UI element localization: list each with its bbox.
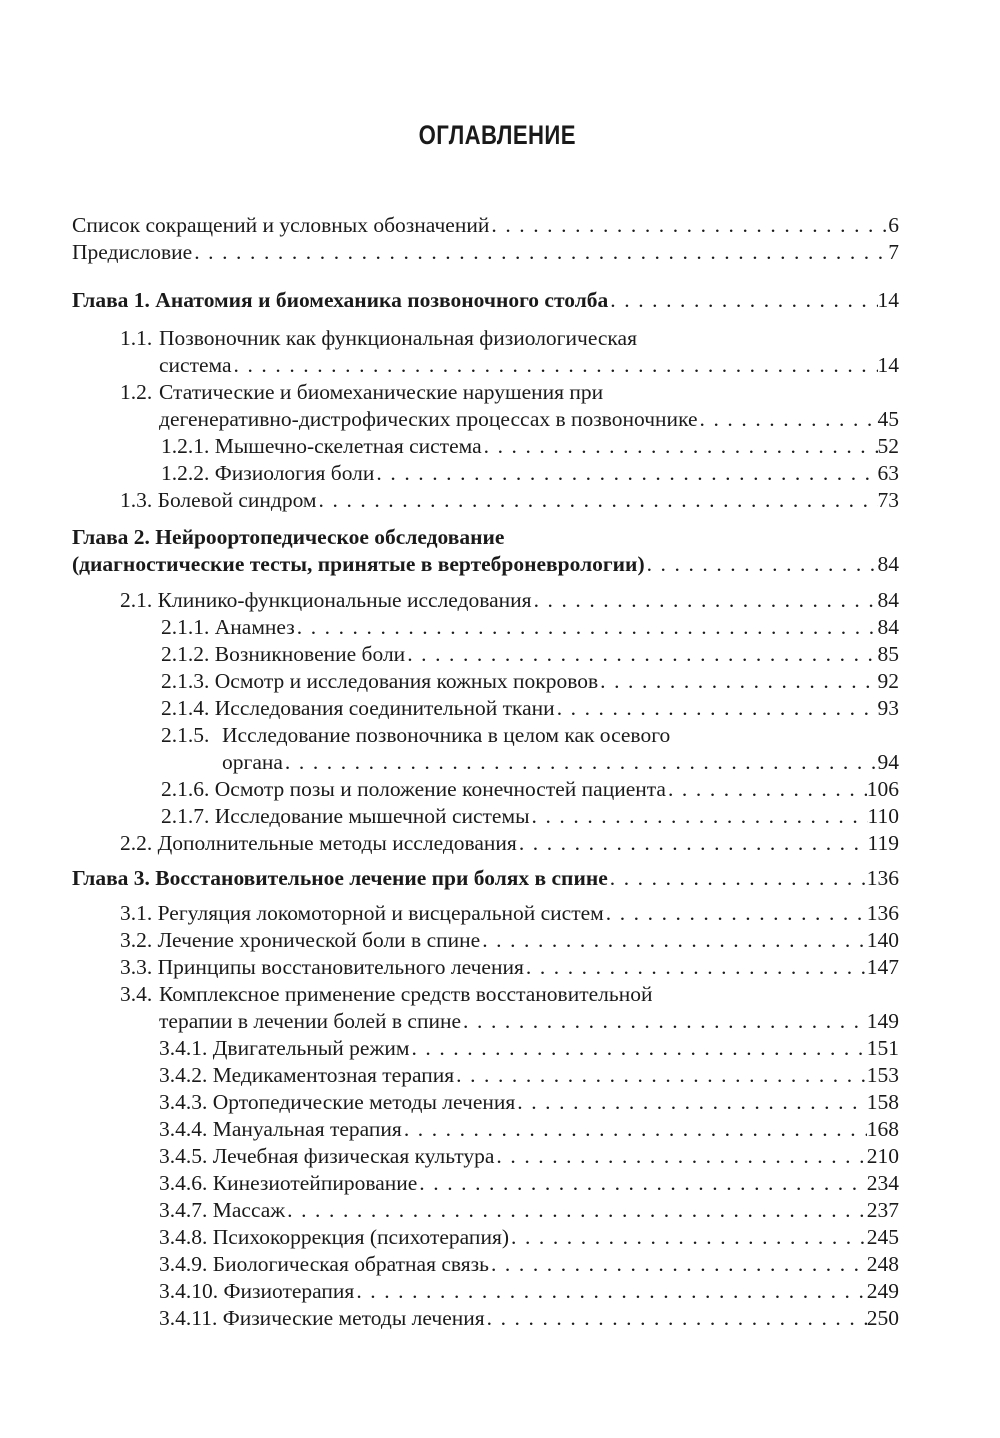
- toc-chapter-entry[interactable]: [0, 285, 1000, 315]
- toc-entry-title: Статические и биомеханические нарушения при: [159, 380, 604, 404]
- toc-entry-title: 3.1. Регуляция локомоторной и висцеральной систем: [120, 901, 604, 925]
- toc-entry-page: 151: [866, 1036, 899, 1060]
- toc-entry-title: 2.1. Клинико-функциональные исследования: [120, 588, 532, 612]
- toc-entry-continuation[interactable]: [0, 350, 1000, 380]
- toc-entry-title-cont: (диагностические тесты, принятые в вертеброневрологии): [72, 552, 645, 576]
- dot-leader: [645, 549, 878, 579]
- dot-leader: [517, 828, 868, 858]
- dot-leader: [354, 1276, 866, 1306]
- toc-entry-page: 149: [866, 1009, 899, 1033]
- toc-entry-title: 3.4.11. Физические методы лечения: [159, 1306, 485, 1330]
- toc-entry-title: 3.4.5. Лечебная физическая культура: [159, 1144, 495, 1168]
- toc-entry-title: 3.4.1. Двигательный режим: [159, 1036, 410, 1060]
- toc-entry-page: 248: [866, 1252, 899, 1276]
- dot-leader: [409, 1033, 866, 1063]
- toc-chapter-entry[interactable]: [0, 522, 1000, 552]
- toc-entry-title: 3.4.4. Мануальная терапия: [159, 1117, 402, 1141]
- toc-entry-title: 1.2.1. Мышечно-скелетная система: [161, 434, 482, 458]
- toc-entry-title: 2.1.3. Осмотр и исследования кожных покровов: [161, 669, 599, 693]
- toc-entry-title: 3.4.7. Массаж: [159, 1198, 286, 1222]
- toc-entry-page: 250: [866, 1306, 899, 1330]
- toc-entry[interactable]: [0, 952, 1000, 982]
- toc-entry[interactable]: [0, 585, 1000, 615]
- toc-entry[interactable]: [0, 979, 1000, 1009]
- toc-entry[interactable]: [0, 639, 1000, 669]
- dot-leader: [317, 485, 878, 515]
- toc-entry-page: 237: [866, 1198, 899, 1222]
- toc-entry-title: Глава 2. Нейроортопедическое обследование: [72, 525, 505, 549]
- toc-entry-page: 6: [888, 213, 899, 237]
- toc-entry[interactable]: [0, 1060, 1000, 1090]
- toc-entry-number: 2.1.5.: [161, 723, 210, 747]
- dot-leader: [489, 1249, 867, 1279]
- toc-entry-page: 93: [877, 696, 899, 720]
- dot-leader: [515, 1087, 866, 1117]
- toc-entry-title-cont: система: [159, 353, 232, 377]
- dot-leader: [604, 898, 867, 928]
- toc-entry-title: 1.3. Болевой синдром: [120, 488, 317, 512]
- toc-entry[interactable]: [0, 1087, 1000, 1117]
- toc-entry[interactable]: [0, 1168, 1000, 1198]
- toc-entry-page: 249: [866, 1279, 899, 1303]
- toc-entry-title: 3.4.10. Физиотерапия: [159, 1279, 355, 1303]
- dot-leader: [666, 774, 867, 804]
- toc-entry[interactable]: [0, 237, 1000, 267]
- dot-leader: [485, 1303, 867, 1333]
- toc-entry-title: 1.2.2. Физиология боли: [161, 461, 375, 485]
- toc-entry-page: 136: [866, 866, 899, 890]
- dot-leader: [524, 952, 867, 982]
- page-title: ОГЛАВЛЕНИЕ: [418, 120, 576, 150]
- toc-entry-continuation[interactable]: [0, 747, 1000, 777]
- toc-entry-title: Предисловие: [72, 240, 193, 264]
- toc-entry-title-cont: органа: [222, 750, 283, 774]
- dot-leader: [698, 404, 878, 434]
- toc-entry-continuation[interactable]: [0, 404, 1000, 434]
- dot-leader: [480, 925, 867, 955]
- toc-entry-title: 3.2. Лечение хронической боли в спине: [120, 928, 481, 952]
- toc-entry[interactable]: [0, 612, 1000, 642]
- toc-entry-page: 136: [866, 901, 899, 925]
- toc-entry-title: 2.1.7. Исследование мышечной системы: [161, 804, 530, 828]
- toc-entry-page: 147: [866, 955, 899, 979]
- dot-leader: [598, 666, 877, 696]
- toc-entry[interactable]: [0, 666, 1000, 696]
- toc-entry-page: 94: [877, 750, 899, 774]
- toc-entry-title-cont: дегенеративно-дистрофических процессах в позвоночнике: [159, 407, 698, 431]
- dot-leader: [555, 693, 878, 723]
- dot-leader: [489, 210, 888, 240]
- toc-entry-page: 153: [866, 1063, 899, 1087]
- toc-entry-title: 2.1.6. Осмотр позы и положение конечностей пациента: [161, 777, 666, 801]
- toc-entry-page: 84: [877, 552, 899, 576]
- toc-entry-page: 14: [877, 288, 899, 312]
- toc-chapter-entry-continuation[interactable]: [0, 549, 1000, 579]
- toc-entry[interactable]: [0, 1195, 1000, 1225]
- dot-leader: [461, 1006, 867, 1036]
- toc-entry-page: 85: [877, 642, 899, 666]
- toc-entry-page: 84: [877, 615, 899, 639]
- toc-entry-page: 158: [866, 1090, 899, 1114]
- toc-entry-number: 1.2.: [120, 380, 153, 404]
- toc-entry-title: 3.4.2. Медикаментозная терапия: [159, 1063, 455, 1087]
- dot-leader: [482, 431, 878, 461]
- toc-entry-page: 245: [866, 1225, 899, 1249]
- toc-entry-page: 92: [877, 669, 899, 693]
- dot-leader: [417, 1168, 866, 1198]
- dot-leader: [285, 1195, 867, 1225]
- dot-leader: [283, 747, 878, 777]
- toc-entry-title: Глава 3. Восстановительное лечение при болях в спине: [72, 866, 608, 890]
- toc-entry-title: 3.4.9. Биологическая обратная связь: [159, 1252, 489, 1276]
- toc-entry-title-cont: терапии в лечении болей в спине: [159, 1009, 462, 1033]
- toc-entry-page: 45: [877, 407, 899, 431]
- toc-entry-number: 3.4.: [120, 982, 153, 1006]
- toc-entry-page: 84: [877, 588, 899, 612]
- toc-entry-page: 7: [888, 240, 899, 264]
- toc-entry[interactable]: [0, 377, 1000, 407]
- toc-entry[interactable]: [0, 1303, 1000, 1333]
- toc-entry-page: 140: [866, 928, 899, 952]
- toc-entry[interactable]: [0, 458, 1000, 488]
- toc-entry[interactable]: [0, 774, 1000, 804]
- toc-entry[interactable]: [0, 925, 1000, 955]
- dot-leader: [402, 1114, 867, 1144]
- toc-entry-continuation[interactable]: [0, 1006, 1000, 1036]
- dot-leader: [454, 1060, 867, 1090]
- toc-entry[interactable]: [0, 828, 1000, 858]
- toc-entry-title: 3.4.3. Ортопедические методы лечения: [159, 1090, 516, 1114]
- toc-entry[interactable]: [0, 1249, 1000, 1279]
- toc-entry-title: Список сокращений и условных обозначений: [72, 213, 490, 237]
- toc-entry-page: 210: [866, 1144, 899, 1168]
- toc-entry-title: 3.4.8. Психокоррекция (психотерапия): [159, 1225, 509, 1249]
- toc-entry-page: 110: [867, 804, 899, 828]
- toc-entry[interactable]: [0, 693, 1000, 723]
- toc-entry[interactable]: [0, 323, 1000, 353]
- dot-leader: [405, 639, 877, 669]
- toc-entry-page: 14: [877, 353, 899, 377]
- toc-entry[interactable]: [0, 898, 1000, 928]
- toc-entry-title: Позвоночник как функциональная физиологическая: [159, 326, 637, 350]
- toc-entry[interactable]: [0, 1114, 1000, 1144]
- dot-leader: [232, 350, 878, 380]
- toc-entry-title: Глава 1. Анатомия и биомеханика позвоночного столба: [72, 288, 609, 312]
- dot-leader: [530, 801, 868, 831]
- toc-entry-title: Комплексное применение средств восстановительной: [159, 982, 653, 1006]
- toc-entry-page: 73: [877, 488, 899, 512]
- toc-entry-title: 2.1.2. Возникновение боли: [161, 642, 406, 666]
- dot-leader: [509, 1222, 867, 1252]
- toc-entry-page: 168: [866, 1117, 899, 1141]
- toc-entry[interactable]: [0, 1141, 1000, 1171]
- dot-leader: [374, 458, 877, 488]
- toc-entry-number: 1.1.: [120, 326, 153, 350]
- dot-leader: [494, 1141, 866, 1171]
- toc-entry-title: 3.4.6. Кинезиотейпирование: [159, 1171, 418, 1195]
- toc-entry-title: Исследование позвоночника в целом как осевого: [222, 723, 671, 747]
- toc-entry[interactable]: [0, 1033, 1000, 1063]
- toc-entry[interactable]: [0, 485, 1000, 515]
- toc-entry-page: 106: [866, 777, 899, 801]
- dot-leader: [608, 285, 877, 315]
- toc-entry[interactable]: [0, 1222, 1000, 1252]
- toc-entry[interactable]: [0, 720, 1000, 750]
- toc-entry[interactable]: [0, 431, 1000, 461]
- toc-entry-page: 52: [877, 434, 899, 458]
- toc-chapter-entry[interactable]: [0, 863, 1000, 893]
- toc-entry-title: 3.3. Принципы восстановительного лечения: [120, 955, 524, 979]
- dot-leader: [295, 612, 878, 642]
- toc-entry-title: 2.1.4. Исследования соединительной ткани: [161, 696, 555, 720]
- dot-leader: [608, 863, 867, 893]
- toc-entry-page: 234: [866, 1171, 899, 1195]
- toc-entry[interactable]: [0, 210, 1000, 240]
- dot-leader: [532, 585, 878, 615]
- toc-entry-title: 2.2. Дополнительные методы исследования: [120, 831, 517, 855]
- toc-entry-title: 2.1.1. Анамнез: [161, 615, 295, 639]
- toc-entry-page: 63: [877, 461, 899, 485]
- toc-entry[interactable]: [0, 801, 1000, 831]
- dot-leader: [192, 237, 888, 267]
- toc-entry-page: 119: [867, 831, 899, 855]
- toc-entry[interactable]: [0, 1276, 1000, 1306]
